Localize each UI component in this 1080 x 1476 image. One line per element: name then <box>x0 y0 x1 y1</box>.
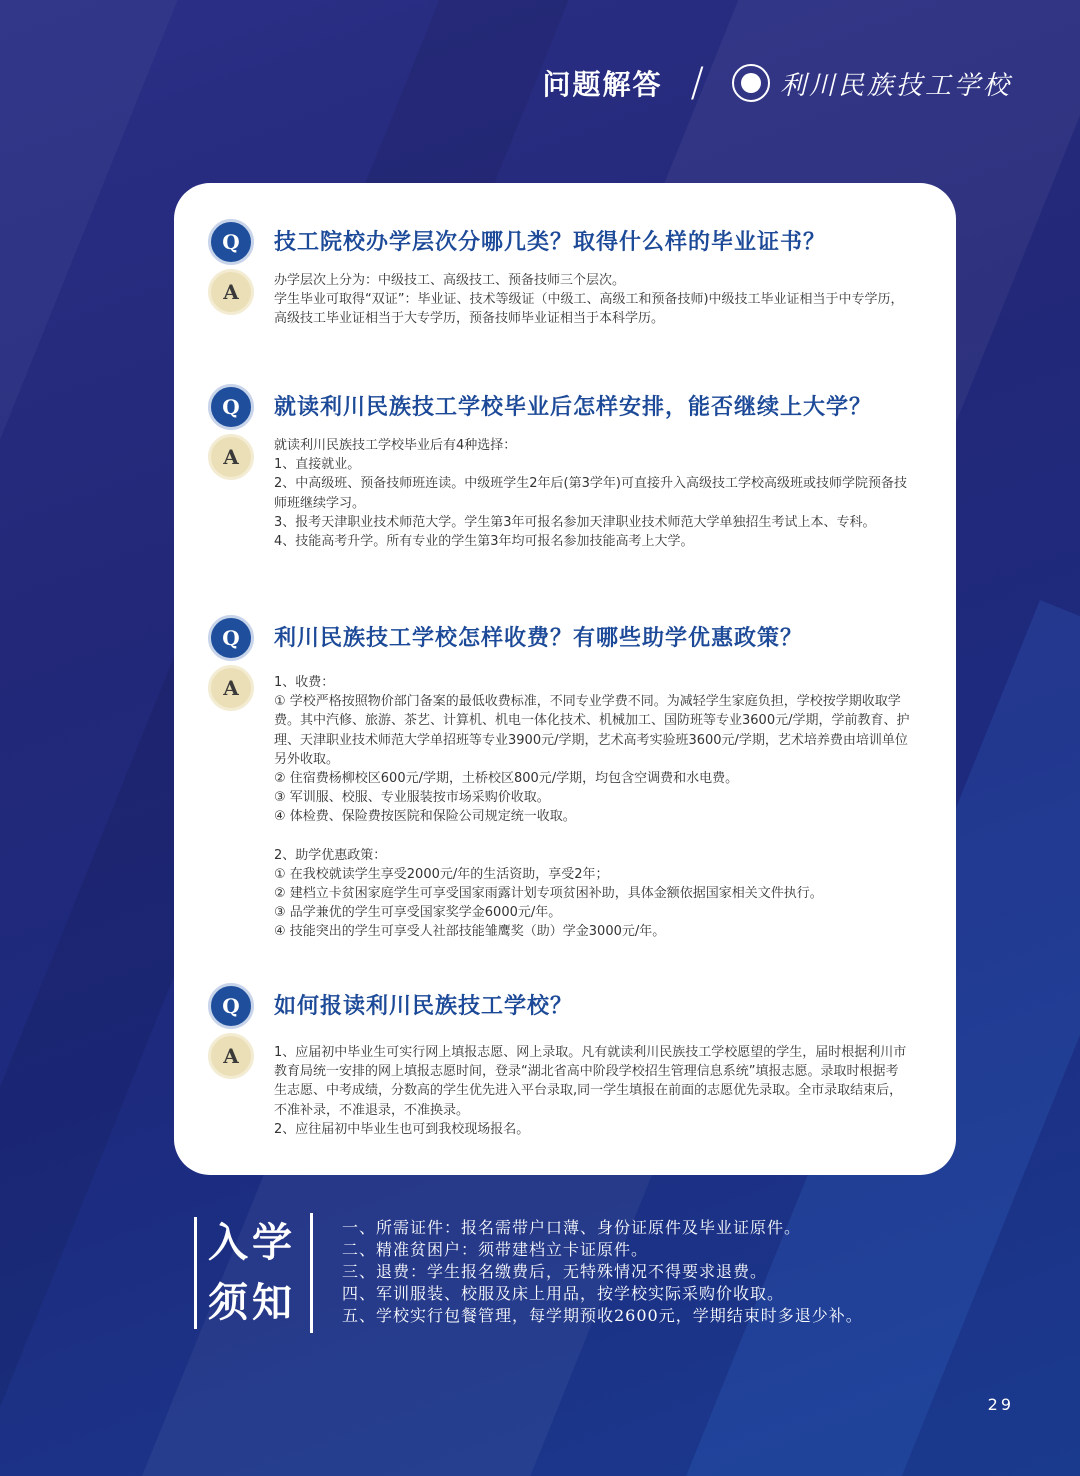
question-text: 利川民族技工学校怎样收费？有哪些助学优惠政策？ <box>274 626 804 651</box>
notice-item: 四、军训服装、校服及床上用品，按学校实际采购价收取。 <box>342 1284 785 1303</box>
qa-card <box>174 183 956 1175</box>
school-logo <box>732 64 1012 102</box>
answer-text: 1、收费： ① 学校严格按照物价部门备案的最低收费标准，不同专业学费不同。为减轻学生家庭负担，学校按学期收取学费。其中汽修、旅游、茶艺、计算机、机电一体化技术、机械加工、国防班等专业3600元/学期，学前教育、护理、天津职业技术师范大学单招班等专业3900元/学期，艺术高考实验班3600元/学期，艺术培养费由培训单位另外收取。 ② 住宿费杨柳校区600元/学期，土桥校区800元/学期，均包含空调费和水电费。 ③ 军训服、校服、专业服装按市场采购价收取。 ④ 体检费、保险费按医院和保险公司规定统一收取。 2、助学优惠政策： ① 在我校就读学生享受2000元/年的生活资助，享受2年； ② 建档立卡贫困家庭学生可享受国家雨露计划专项贫困补助，具体金额依据国家相关文件执行。 ③ 品学兼优的学生可享受国家奖学金6000元/年。 ④ 技能突出的学生可享受人社部技能雏鹰奖（助）学金3000元/年。 <box>274 675 910 940</box>
notice-item: 三、退费：学生报名缴费后，无特殊情况不得要求退费。 <box>342 1262 768 1281</box>
section-title: 问题解答 <box>542 68 663 101</box>
school-name: 利川民族技工学校 <box>779 70 1012 101</box>
notice-divider <box>310 1213 313 1333</box>
divider: / <box>690 60 704 106</box>
question-badge: Q <box>208 384 254 430</box>
answer-badge: A <box>208 665 254 711</box>
page-number: 29 <box>987 1395 1014 1414</box>
notice-list <box>342 1217 902 1327</box>
question-text: 如何报读利川民族技工学校？ <box>274 994 574 1019</box>
notice-title: 入学 须知 <box>208 1220 296 1326</box>
question-badge: Q <box>208 983 254 1029</box>
notice-item: 二、精准贫困户：须带建档立卡证原件。 <box>342 1240 649 1259</box>
answer-badge: A <box>208 434 254 480</box>
notice-item: 五、学校实行包餐管理，每学期预收2600元，学期结束时多退少补。 <box>342 1306 863 1325</box>
page-header <box>542 60 1012 106</box>
question-badge: Q <box>208 219 254 265</box>
answer-text: 1、应届初中毕业生可实行网上填报志愿、网上录取。凡有就读利川民族技工学校愿望的学生，届时根据利川市教育局统一安排的网上填报志愿时间，登录“湖北省高中阶段学校招生管理信息系统”填报志愿。录取时根据考生志愿、中考成绩，分数高的学生优先进入平台录取,同一学生填报在前面的志愿优先录取。全市录取结束后，不准补录，不准退录，不准换录。 2、应往届初中毕业生也可到我校现场报名。 <box>274 1045 907 1137</box>
question-badge: Q <box>208 615 254 661</box>
question-text: 就读利川民族技工学校毕业后怎样安排，能否继续上大学？ <box>274 395 873 420</box>
notice-item: 一、所需证件：报名需带户口薄、身份证原件及毕业证原件。 <box>342 1218 802 1237</box>
answer-badge: A <box>208 1033 254 1079</box>
answer-text: 就读利川民族技工学校毕业后有4种选择： 1、直接就业。 2、中高级班、预备技师班连读。中级班学生2年后(第3学年)可直接升入高级技工学校高级班或技师学院预备技师班继续学习。 3、报考天津职业技术师范大学。学生第3年可报名参加天津职业技术师范大学单独招生考试上本、专科。 4、技能高考升学。所有专业的学生第3年均可报名参加技能高考上大学。 <box>274 438 907 550</box>
answer-badge: A <box>208 269 254 315</box>
notice-bracket-left <box>194 1217 197 1329</box>
school-emblem-icon <box>732 64 770 102</box>
answer-text: 办学层次上分为：中级技工、高级技工、预备技师三个层次。 学生毕业可取得“双证”：毕业证、技术等级证（中级工、高级工和预备技师)中级技工毕业证相当于中专学历，高级技工毕业证相当于大专学历，预备技师毕业证相当于本科学历。 <box>274 273 904 327</box>
question-text: 技工院校办学层次分哪几类？取得什么样的毕业证书？ <box>274 230 827 255</box>
